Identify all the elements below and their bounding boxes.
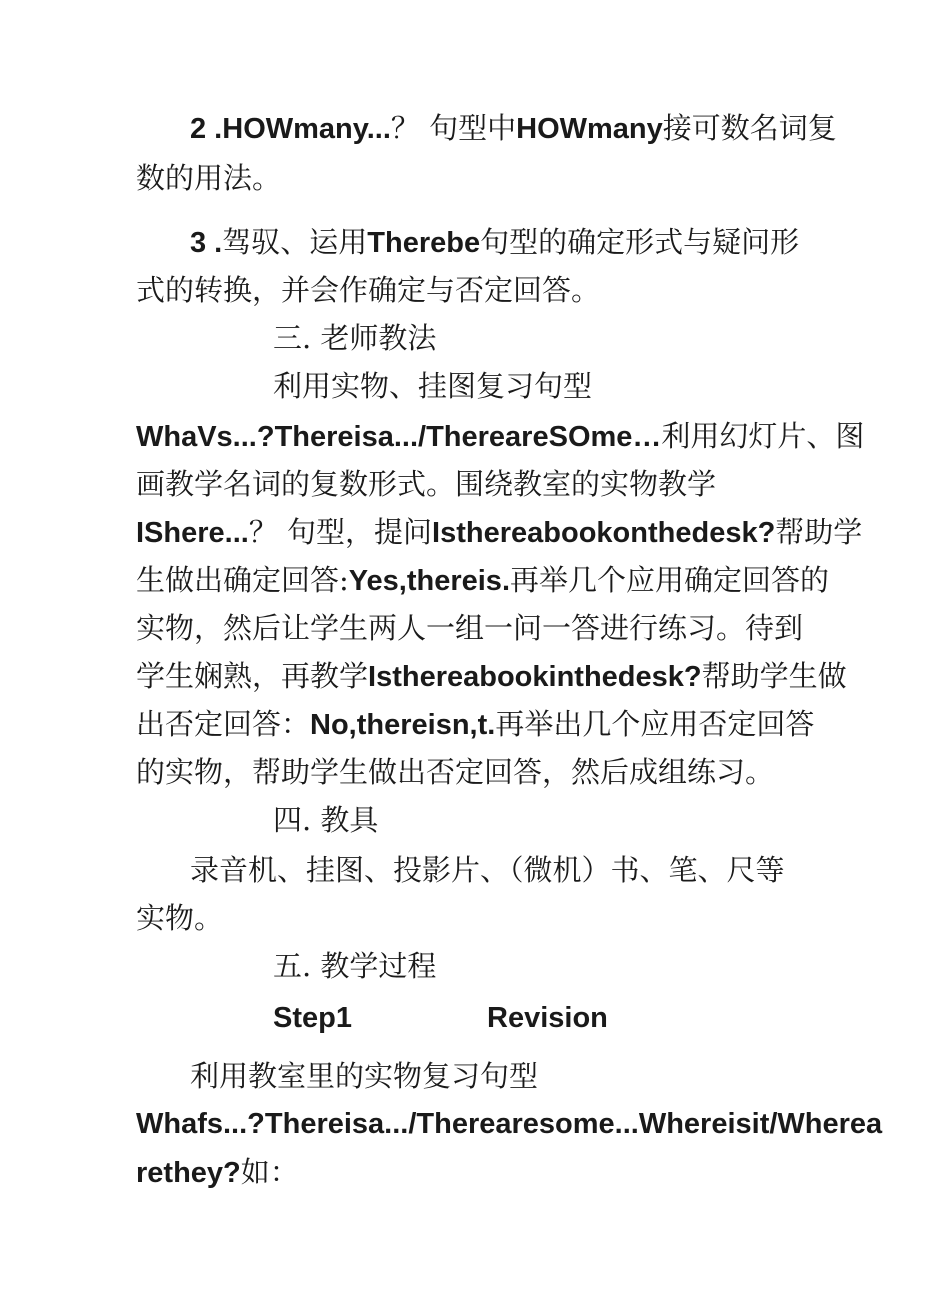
section-4-line-2: 实物。 xyxy=(136,901,224,935)
item-2-phrase-2: HOWmany xyxy=(516,113,663,145)
section-3-text-4: 生做出确定回答: xyxy=(136,563,349,597)
step-label: Step1 xyxy=(273,1002,352,1034)
section-3-text-1: 利用幻灯片、图 xyxy=(661,419,865,453)
item-3-text-1: 驾驭、运用 xyxy=(222,225,368,259)
section-3-phrase-2: IShere... xyxy=(136,517,249,549)
section-5-text: 如： xyxy=(240,1155,299,1189)
section-5-phrase: rethey? xyxy=(136,1157,241,1189)
item-2-line-2: 数的用法。 xyxy=(136,161,282,195)
item-3-phrase: Therebe xyxy=(367,227,481,259)
section-3-line-7 xyxy=(136,656,847,697)
section-3-line-5 xyxy=(136,560,830,601)
section-3-line-9: 的实物，帮助学生做出否定回答，然后成组练习。 xyxy=(136,755,775,789)
section-3-text-3: 帮助学 xyxy=(775,515,863,549)
section-5-heading: 五. 教学过程 xyxy=(273,949,437,983)
section-3-line-1: 利用实物、挂图复习句型 xyxy=(273,369,593,403)
section-3-line-2 xyxy=(136,416,865,457)
section-3-text-5: 再举几个应用确定回答的 xyxy=(510,563,830,597)
section-4-line-1: 录音机、挂图、投影片、（微机）书、笔、尺等 xyxy=(190,853,785,887)
section-3-phrase-1: WhaVs...?Thereisa.../ThereareSOme… xyxy=(136,421,662,453)
section-3-phrase-5: Isthereabookinthedesk? xyxy=(368,661,702,693)
item-3-line-1 xyxy=(190,222,850,263)
item-3-text-2: 句型的确定形式与疑问形 xyxy=(480,225,800,259)
section-3-phrase-4: Yes,thereis. xyxy=(348,565,510,597)
section-3-heading: 三. 老师教法 xyxy=(273,321,437,355)
section-3-text-9: 再举出几个应用否定回答 xyxy=(495,707,815,741)
section-3-line-8 xyxy=(136,704,815,745)
item-2-phrase-1: HOWmany... xyxy=(222,113,391,145)
item-2-text-1: ？ 句型中 xyxy=(390,111,517,145)
section-3-text-6: 学生娴熟，再教学 xyxy=(136,659,369,693)
item-3-number: 3 . xyxy=(190,227,223,259)
section-3-line-6: 实物，然后让学生两人一组一问一答进行练习。待到 xyxy=(136,611,804,645)
section-3-text-7: 帮助学生做 xyxy=(701,659,847,693)
section-3-phrase-6: No,thereisn,t. xyxy=(310,709,496,741)
section-3-text-2: ？ 句型，提问 xyxy=(248,515,433,549)
section-5-line-2: Whafs...?Thereisa.../Therearesome...Whereisit/Wherea xyxy=(136,1108,883,1140)
section-3-line-3: 画教学名词的复数形式。围绕教室的实物教学 xyxy=(136,467,717,501)
section-3-line-4 xyxy=(136,512,863,553)
section-5-line-3 xyxy=(136,1152,796,1193)
step-title: Revision xyxy=(487,1002,608,1034)
section-5-line-1: 利用教室里的实物复习句型 xyxy=(190,1059,539,1093)
section-3-text-8: 出否定回答： xyxy=(136,707,311,741)
item-3-line-2: 式的转换，并会作确定与否定回答。 xyxy=(136,273,601,307)
section-4-heading: 四. 教具 xyxy=(273,803,379,837)
item-2-line-1 xyxy=(190,108,850,149)
section-3-phrase-3: Isthereabookonthedesk? xyxy=(432,517,776,549)
item-2-text-2: 接可数名词复 xyxy=(662,111,837,145)
item-2-number: 2 . xyxy=(190,113,223,145)
